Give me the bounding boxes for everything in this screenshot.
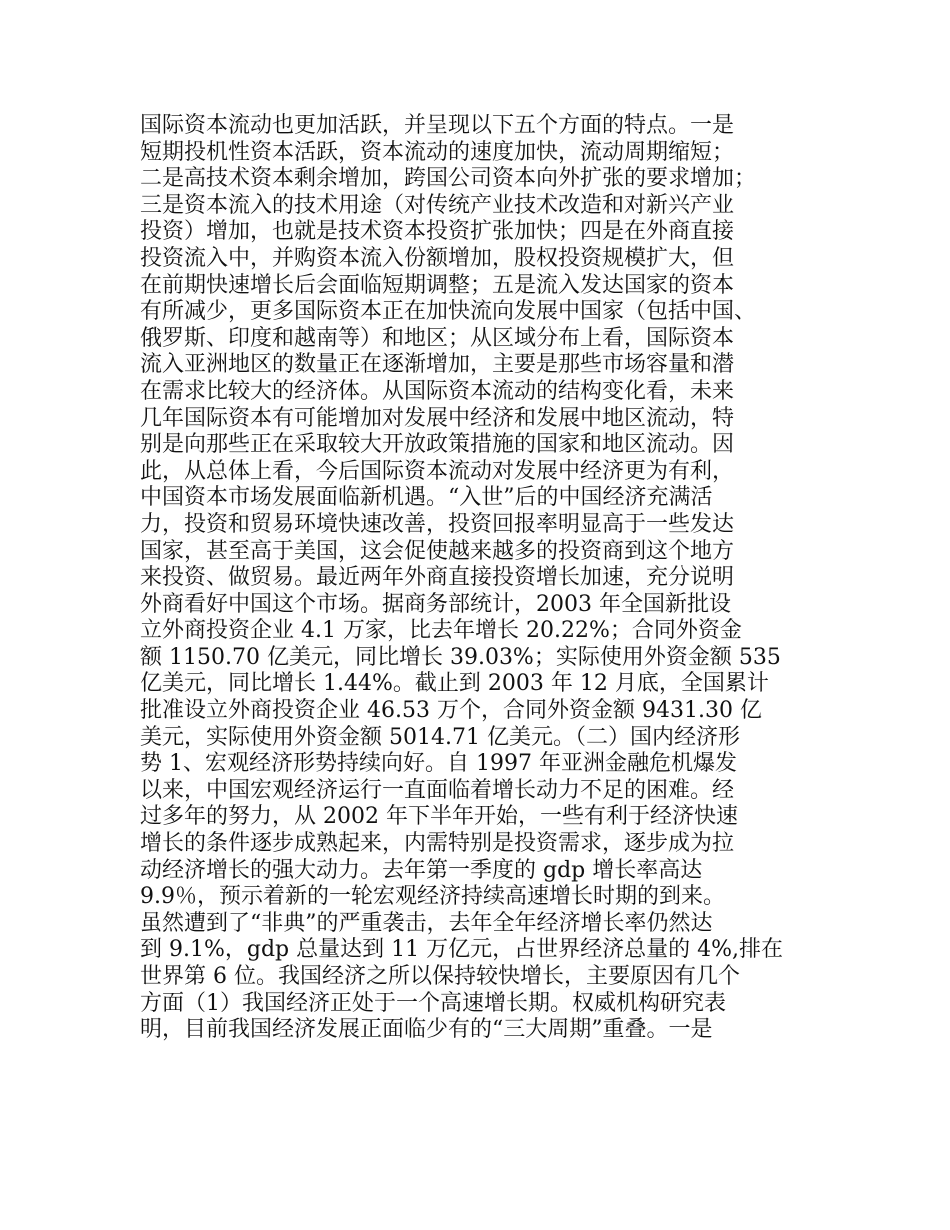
text-line: 动经济增长的强大动力。去年第一季度的 gdp 增长率高达 bbox=[140, 857, 703, 883]
text-line: 中国资本市场发展面临新机遇。“入世”后的中国经济充满活 bbox=[140, 485, 713, 511]
text-line: 美元，实际使用外资金额 5014.71 亿美元。（二）国内经济形 bbox=[140, 724, 740, 750]
text-line: 明，目前我国经济发展正面临少有的“三大周期”重叠。一是 bbox=[140, 1017, 713, 1043]
text-line: 三是资本流入的技术用途（对传统产业技术改造和对新兴产业 bbox=[140, 192, 735, 218]
body-text bbox=[140, 113, 840, 1044]
text-line: 来投资、做贸易。最近两年外商直接投资增长加速，充分说明 bbox=[140, 565, 735, 591]
text-line: 9.9％，预示着新的一轮宏观经济持续高速增长时期的到来。 bbox=[140, 884, 725, 910]
text-line: 投资）增加，也就是技术资本投资扩张加快；四是在外商直接 bbox=[140, 219, 735, 245]
text-line: 此，从总体上看，今后国际资本流动对发展中经济更为有利， bbox=[140, 458, 735, 484]
text-line: 国家，甚至高于美国，这会促使越来越多的投资商到这个地方 bbox=[140, 538, 735, 564]
text-line: 以来，中国宏观经济运行一直面临着增长动力不足的困难。经 bbox=[140, 777, 735, 803]
text-line: 俄罗斯、印度和越南等）和地区；从区域分布上看，国际资本 bbox=[140, 325, 735, 351]
text-line: 方面（1）我国经济正处于一个高速增长期。权威机构研究表 bbox=[140, 990, 726, 1016]
text-line: 额 1150.70 亿美元，同比增长 39.03%；实际使用外资金额 535 bbox=[140, 644, 781, 670]
text-line: 国际资本流动也更加活跃，并呈现以下五个方面的特点。一是 bbox=[140, 113, 735, 138]
text-line: 投资流入中，并购资本流入份额增加，股权投资规模扩大，但 bbox=[140, 245, 735, 271]
text-line: 别是向那些正在采取较大开放政策措施的国家和地区流动。因 bbox=[140, 432, 735, 458]
text-line: 二是高技术资本剩余增加，跨国公司资本向外扩张的要求增加； bbox=[140, 166, 757, 192]
text-line: 在前期快速增长后会面临短期调整；五是流入发达国家的资本 bbox=[140, 272, 735, 298]
text-line: 势 1、宏观经济形势持续向好。自 1997 年亚洲金融危机爆发 bbox=[140, 751, 737, 777]
text-line: 外商看好中国这个市场。据商务部统计，2003 年全国新批设 bbox=[140, 591, 731, 617]
text-line: 有所减少，更多国际资本正在加快流向发展中国家（包括中国、 bbox=[140, 299, 757, 325]
text-line: 流入亚洲地区的数量正在逐渐增加，主要是那些市场容量和潜 bbox=[140, 352, 735, 378]
text-line: 立外商投资企业 4.1 万家，比去年增长 20.22%；合同外资金 bbox=[140, 618, 742, 644]
text-line: 过多年的努力，从 2002 年下半年开始，一些有利于经济快速 bbox=[140, 804, 738, 830]
text-line: 虽然遭到了“非典”的严重袭击，去年全年经济增长率仍然达 bbox=[140, 910, 713, 936]
text-line: 短期投机性资本活跃，资本流动的速度加快，流动周期缩短； bbox=[140, 139, 735, 165]
text-line: 力，投资和贸易环境快速改善，投资回报率明显高于一些发达 bbox=[140, 511, 735, 537]
text-line: 增长的条件逐步成熟起来，内需特别是投资需求，逐步成为拉 bbox=[140, 831, 735, 857]
text-line: 到 9.1%，gdp 总量达到 11 万亿元，占世界经济总量的 4%,排在 bbox=[140, 937, 783, 963]
text-line: 世界第 6 位。我国经济之所以保持较快增长，主要原因有几个 bbox=[140, 964, 740, 989]
text-line: 在需求比较大的经济体。从国际资本流动的结构变化看，未来 bbox=[140, 378, 735, 404]
text-line: 亿美元，同比增长 1.44%。截止到 2003 年 12 月底，全国累计 bbox=[140, 671, 769, 697]
text-line: 批准设立外商投资企业 46.53 万个，合同外资金额 9431.30 亿 bbox=[140, 698, 762, 724]
text-line: 几年国际资本有可能增加对发展中经济和发展中地区流动，特 bbox=[140, 405, 735, 431]
